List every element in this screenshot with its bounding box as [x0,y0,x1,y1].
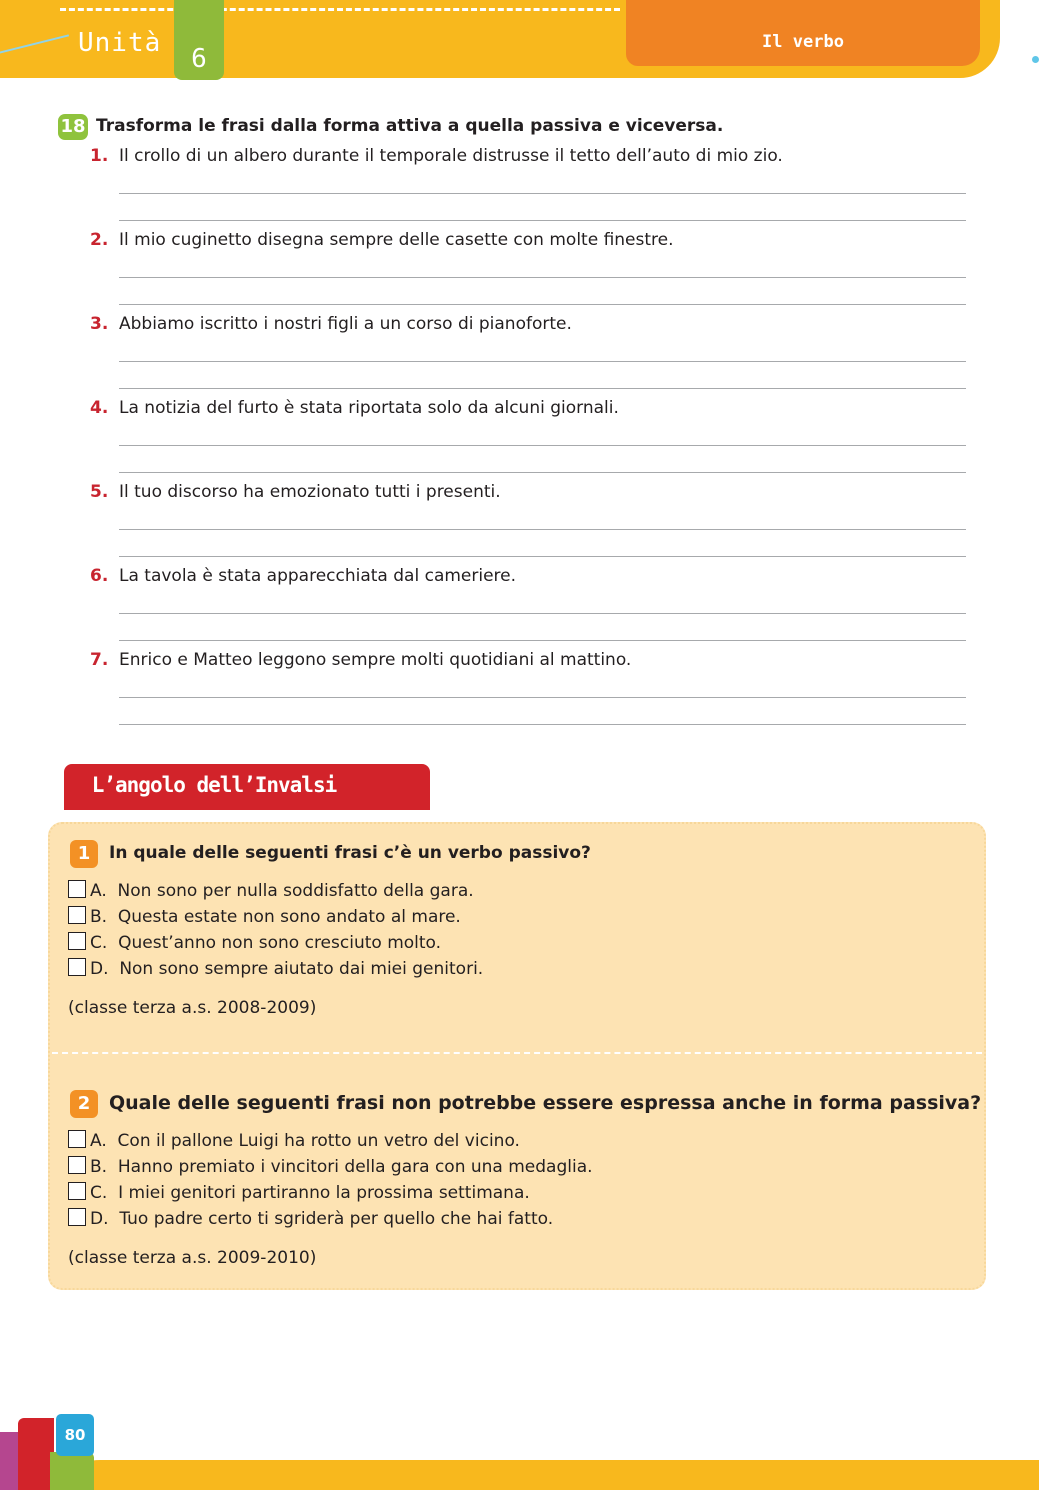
checkbox[interactable] [68,1208,86,1226]
item-sentence: La tavola è stata apparecchiata dal cameriere. [119,566,517,586]
unit-label: Unità [78,28,162,58]
unit-number: 6 [191,44,207,74]
answer-line[interactable] [119,277,966,278]
answer-option-b[interactable] [68,906,461,928]
checkbox[interactable] [68,958,86,976]
answer-option-a[interactable] [68,880,474,902]
option-letter: B. [90,1157,108,1177]
chapter-tab [626,0,980,66]
option-letter: A. [90,1131,107,1151]
header-dashed-line [60,8,620,11]
checkbox[interactable] [68,1130,86,1148]
option-letter: B. [90,907,108,927]
answer-option-b[interactable] [68,1156,593,1178]
answer-option-d[interactable] [68,958,483,980]
option-text: Non sono per nulla soddisfatto della gara. [117,881,474,901]
exercise-item-3 [90,314,970,398]
option-letter: C. [90,1183,108,1203]
option-text: Quest’anno non sono cresciuto molto. [118,933,442,953]
answer-line[interactable] [119,361,966,362]
item-sentence: Abbiamo iscritto i nostri figli a un corso di pianoforte. [119,314,572,334]
question-source: (classe terza a.s. 2009-2010) [68,1248,317,1268]
invalsi-title: L’angolo dell’Invalsi [91,773,337,797]
exercise-item-4 [90,398,970,482]
answer-line[interactable] [119,304,966,305]
option-text: I miei genitori partiranno la prossima settimana. [118,1183,530,1203]
chapter-title: Il verbo [762,32,844,52]
checkbox[interactable] [68,1182,86,1200]
item-number: 7. [90,650,109,670]
answer-line[interactable] [119,640,966,641]
item-sentence: Il crollo di un albero durante il temporale distrusse il tetto dell’auto di mio zio. [119,146,783,166]
exercise-item-5 [90,482,970,566]
option-text: Tuo padre certo ti sgriderà per quello che hai fatto. [119,1209,554,1229]
option-letter: D. [90,959,109,979]
item-sentence: Il mio cuginetto disegna sempre delle casette con molte finestre. [119,230,674,250]
exercise-item-6 [90,566,970,650]
option-letter: A. [90,881,107,901]
checkbox[interactable] [68,880,86,898]
exercise-item-7 [90,650,970,734]
answer-line[interactable] [119,388,966,389]
footer-band [60,1460,1039,1490]
option-text: Con il pallone Luigi ha rotto un vetro del vicino. [117,1131,520,1151]
item-sentence: La notizia del furto è stata riportata solo da alcuni giornali. [119,398,619,418]
invalsi-divider [52,1052,982,1054]
edge-dot [1032,56,1039,63]
answer-line[interactable] [119,529,966,530]
question-text: In quale delle seguenti frasi c’è un verbo passivo? [109,843,591,863]
exercise-item-2 [90,230,970,314]
footer-decoration-red [18,1418,54,1490]
question-text: Quale delle seguenti frasi non potrebbe essere espressa anche in forma passiva? [109,1092,982,1114]
checkbox[interactable] [68,1156,86,1174]
answer-option-d[interactable] [68,1208,553,1230]
footer-decoration-green [50,1452,94,1490]
item-number: 6. [90,566,109,586]
answer-line[interactable] [119,445,966,446]
question-number-badge: 2 [70,1090,98,1118]
option-text: Hanno premiato i vincitori della gara con una medaglia. [117,1157,593,1177]
item-number: 2. [90,230,109,250]
answer-option-a[interactable] [68,1130,520,1152]
answer-line[interactable] [119,556,966,557]
checkbox[interactable] [68,932,86,950]
invalsi-section-tab [64,764,430,810]
question-source: (classe terza a.s. 2008-2009) [68,998,317,1018]
answer-line[interactable] [119,724,966,725]
page-number: 80 [56,1414,94,1456]
answer-line[interactable] [119,613,966,614]
item-number: 3. [90,314,109,334]
item-sentence: Il tuo discorso ha emozionato tutti i presenti. [119,482,501,502]
item-number: 5. [90,482,109,502]
exercise-instruction: Trasforma le frasi dalla forma attiva a quella passiva e viceversa. [96,116,724,136]
option-letter: D. [90,1209,109,1229]
answer-line[interactable] [119,220,966,221]
unit-number-tab [174,0,224,80]
item-sentence: Enrico e Matteo leggono sempre molti quotidiani al mattino. [119,650,632,670]
exercise-item-1 [90,146,970,230]
answer-option-c[interactable] [68,932,441,954]
exercise-number-badge: 18 [58,114,88,140]
checkbox[interactable] [68,906,86,924]
option-letter: C. [90,933,108,953]
answer-line[interactable] [119,697,966,698]
option-text: Non sono sempre aiutato dai miei genitori. [119,959,484,979]
answer-line[interactable] [119,472,966,473]
answer-option-c[interactable] [68,1182,530,1204]
item-number: 4. [90,398,109,418]
item-number: 1. [90,146,109,166]
option-text: Questa estate non sono andato al mare. [117,907,461,927]
answer-line[interactable] [119,193,966,194]
question-number-badge: 1 [70,840,98,868]
